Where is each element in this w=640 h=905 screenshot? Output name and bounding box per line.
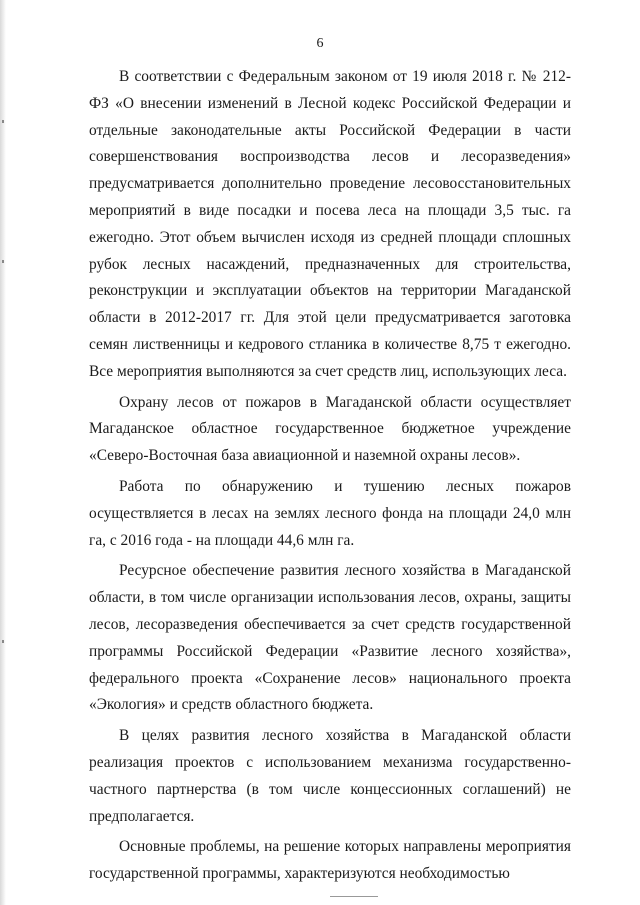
paragraph-fire-protection: Охрану лесов от пожаров в Магаданской области осуществляет Магаданское областное государственное бюджетное учреждение «Северо-Восточная база авиационной и наземной охраны лесов». [89, 393, 571, 465]
scan-artifact [2, 120, 4, 123]
paragraph-public-private-partnership: В целях развития лесного хозяйства в Магаданской области реализация проектов с использованием механизма государственно-частного партнерства (в том числе концессионных соглашений) не предполагается. [89, 727, 571, 825]
document-body [89, 64, 571, 892]
paragraph-reforestation: В соответствии с Федеральным законом от 19 июля 2018 г. № 212-ФЗ «О внесении изменений в Лесной кодекс Российской Федерации и отдельные законодательные акты Российской Федерации в части совершенствования воспроизводства лесов и лесоразведения» предусматривается дополнительно проведение лесовосстановительных мероприятий в виде посадки и посева леса на площади 3,5 тыс. га ежегодно. Этот объем вычислен исходя из средней площади сплошных рубок лесных насаждений, предназначенных для строительства, реконструкции и эксплуатации объектов на территории Магаданской области в 2012-2017 гг. Для этой цели предусматривается заготовка семян лиственницы и кедрового стланика в количестве 8,75 т ежегодно. Все мероприятия выполняются за счет средств лиц, использующих леса. [89, 68, 571, 380]
paragraph-fire-detection: Работа по обнаружению и тушению лесных пожаров осуществляется в лесах на землях лесного фонда на площади 24,0 млн га, с 2016 года - на площади 44,6 млн га. [89, 477, 571, 549]
scan-edge [0, 0, 6, 905]
paragraph-resource-funding: Ресурсное обеспечение развития лесного хозяйства в Магаданской области, в том числе организации использования лесов, охраны, защиты лесов, лесоразведения обеспечивается за счет средств государственной программы Российской Федерации «Развитие лесного хозяйства», федерального проекта «Сохранение лесов» национального проекта «Экология» и средств областного бюджета. [89, 562, 571, 714]
footer-rule [330, 896, 378, 897]
scan-artifact [2, 260, 4, 263]
paragraph-main-problems: Основные проблемы, на решение которых направлены мероприятия государственной программы, характеризуются необходимостью [89, 838, 571, 883]
scan-artifact [2, 640, 4, 643]
page-number: 6 [316, 36, 324, 51]
